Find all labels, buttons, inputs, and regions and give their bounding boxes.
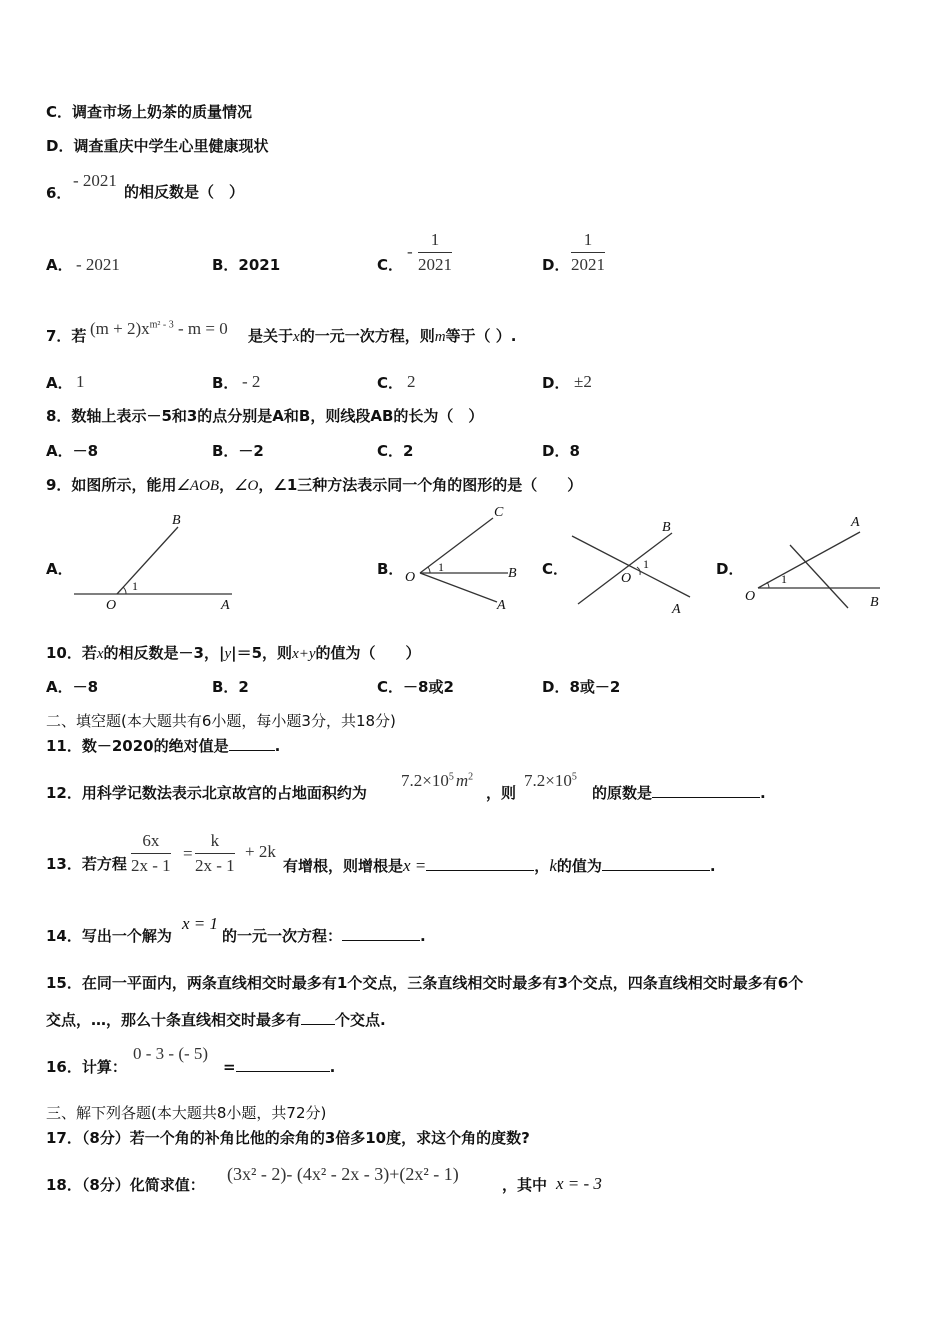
q13-x-eq: x = bbox=[403, 856, 427, 875]
q7-stem-part2: 的一元一次方程，则 bbox=[299, 327, 435, 345]
section-3-title: 三、解下列各题(本大题共8小题，共72分) bbox=[46, 1104, 327, 1122]
q16-eq: = bbox=[223, 1058, 236, 1076]
q14-answer-blank[interactable] bbox=[342, 940, 420, 941]
fig-c-label-b: B bbox=[662, 520, 671, 535]
q9-option-d: D． bbox=[716, 560, 744, 578]
q5-option-c: C．调查市场上奶茶的质量情况 bbox=[46, 103, 253, 121]
q7-option-c-label: C． bbox=[377, 374, 404, 392]
q6-option-b: B．2021 bbox=[212, 256, 281, 274]
fig-b-label-c: C bbox=[494, 505, 504, 520]
q6-expression: - 2021 bbox=[73, 171, 117, 190]
q10-option-c: C．－8或2 bbox=[377, 678, 454, 696]
q7-option-d-value: ±2 bbox=[574, 372, 592, 391]
q10-option-b: B．2 bbox=[212, 678, 249, 696]
q9-angle-aob: ∠AOB bbox=[176, 478, 220, 494]
q12-expression-2 bbox=[524, 772, 577, 789]
fig-c-label-o: O bbox=[621, 571, 632, 586]
q7-number: 7．若 bbox=[46, 327, 87, 345]
q10-option-a: A．－8 bbox=[46, 678, 99, 696]
q9-figure-b bbox=[405, 505, 517, 613]
q17-text: 17．（8分）若一个角的补角比他的余角的3倍多10度，求这个角的度数? bbox=[46, 1129, 530, 1147]
fig-a-label-b: B bbox=[172, 513, 181, 528]
q13-text3: 的值为 bbox=[556, 857, 602, 875]
q13-end: . bbox=[709, 857, 716, 875]
q7-var-m: m bbox=[434, 329, 446, 345]
q9-figure-a bbox=[74, 513, 232, 613]
q10-var-y: y bbox=[224, 646, 232, 662]
q15-line2 bbox=[46, 1013, 386, 1028]
q12-expression-1 bbox=[401, 772, 473, 789]
q7-option-b-label: B． bbox=[212, 374, 239, 392]
fig-b-label-a: A bbox=[497, 598, 506, 613]
q14-end: . bbox=[420, 927, 426, 945]
q9-figure-d bbox=[745, 515, 880, 610]
q16-expression: 0 - 3 - (- 5) bbox=[133, 1044, 209, 1063]
q13-fraction-2 bbox=[195, 831, 235, 876]
fig-c-label-a: A bbox=[672, 602, 681, 617]
q6-number: 6． bbox=[46, 184, 72, 202]
q11-answer-blank[interactable] bbox=[229, 750, 275, 751]
q6-option-d-numerator: 1 bbox=[571, 230, 605, 253]
q15-line2a: 交点，…，那么十条直线相交时最多有 bbox=[46, 1011, 302, 1029]
q6-option-c-denominator: 2021 bbox=[418, 255, 452, 274]
q10-var-x: x bbox=[96, 646, 104, 662]
q15-answer-blank[interactable] bbox=[301, 1024, 335, 1025]
q13-sep: ， bbox=[534, 857, 550, 875]
fig-d-label-o: O bbox=[745, 589, 756, 604]
q7-option-a-value: 1 bbox=[76, 372, 85, 391]
q7-option-c-value: 2 bbox=[407, 372, 416, 391]
q9-angle-o: ∠O bbox=[234, 478, 259, 494]
fig-b-label-o: O bbox=[405, 570, 416, 585]
q9-sep2: ， bbox=[258, 476, 274, 494]
q16-rest bbox=[223, 1060, 335, 1075]
section-2-title: 二、填空题(本大题共有6小题，每小题3分，共18分) bbox=[46, 712, 396, 730]
q13-equals: = bbox=[183, 844, 193, 863]
q7-stem-part1: 是关于 bbox=[248, 327, 294, 345]
q16-text: 16．计算： bbox=[46, 1058, 127, 1076]
q5-option-d: D．调查重庆中学生心里健康现状 bbox=[46, 137, 269, 155]
q13-f2-denominator: 2x - 1 bbox=[195, 856, 235, 875]
q9-stem-part2: 三种方法表示同一个角的图形的是（ ） bbox=[297, 476, 583, 494]
q13-fraction-1 bbox=[131, 831, 171, 876]
q12-expr2-base: 7.2×10 bbox=[524, 771, 572, 790]
q10-var-xy: x+y bbox=[292, 646, 316, 662]
q11-end: . bbox=[274, 737, 281, 755]
q10-stem bbox=[46, 646, 421, 662]
q6-option-c-label: C． bbox=[377, 256, 404, 274]
q13-f1-denominator: 2x - 1 bbox=[131, 856, 171, 875]
q15-line1: 15．在同一平面内，两条直线相交时最多有1个交点，三条直线相交时最多有3个交点，四条直线相交时最多有6个 bbox=[46, 974, 804, 992]
q12-unit: m bbox=[455, 771, 469, 790]
q16-end: . bbox=[329, 1058, 336, 1076]
q9-angle-1: ∠1 bbox=[273, 476, 298, 494]
q13-text1: 13．若方程 bbox=[46, 855, 127, 873]
q8-option-a: A．－8 bbox=[46, 442, 99, 460]
q12-unit-exp: 2 bbox=[468, 771, 474, 783]
q6-option-d-denominator: 2021 bbox=[571, 255, 605, 274]
q6-option-a-label: A． bbox=[46, 256, 73, 274]
q7-equation-rest: - m = 0 bbox=[173, 319, 228, 338]
q8-option-b: B．－2 bbox=[212, 442, 264, 460]
q7-option-b-value: - 2 bbox=[242, 372, 261, 391]
q15-line2b: 个交点. bbox=[335, 1011, 386, 1029]
q12-expr2-exp: 5 bbox=[571, 771, 577, 783]
q9-option-a: A． bbox=[46, 560, 73, 578]
q7-equation-exponent: m² - 3 bbox=[149, 319, 174, 331]
q6-option-c-sign: - bbox=[407, 242, 413, 261]
q11-text: 11．数－2020的绝对值是 bbox=[46, 737, 229, 755]
q14-text2: 的一元一次方程： bbox=[222, 927, 343, 945]
fig-a-label-1: 1 bbox=[132, 579, 138, 593]
q18-text2: ，其中 bbox=[502, 1176, 548, 1194]
fig-d-label-b: B bbox=[870, 595, 879, 610]
q7-option-a-label: A． bbox=[46, 374, 73, 392]
q8-option-d: D．8 bbox=[542, 442, 580, 460]
q9-figure-c bbox=[572, 520, 690, 617]
q6-option-c-numerator: 1 bbox=[418, 230, 452, 253]
q10-stem-part2: 的相反数是－3，| bbox=[103, 644, 225, 662]
q12-text2: ，则 bbox=[486, 784, 517, 802]
q7-equation-base: (m + 2)x bbox=[90, 319, 150, 338]
q10-stem-part1: 10．若 bbox=[46, 644, 97, 662]
q13-k: k bbox=[549, 856, 557, 875]
q11-stem bbox=[46, 739, 280, 754]
q18-expression: (3x² - 2)- (4x² - 2x - 3)+(2x² - 1) bbox=[227, 1164, 459, 1184]
q18-text1: 18．（8分）化简求值： bbox=[46, 1176, 205, 1194]
q9-sep1: ， bbox=[219, 476, 235, 494]
fig-d-label-1: 1 bbox=[781, 572, 787, 586]
q13-text2: 有增根，则增根是 bbox=[283, 857, 404, 875]
q14-rest bbox=[222, 929, 426, 944]
q13-plus-2k: + 2k bbox=[245, 842, 276, 861]
q13-rest bbox=[283, 857, 716, 874]
fig-a-label-o: O bbox=[106, 598, 117, 613]
fig-b-label-b: B bbox=[508, 566, 517, 581]
q14-text1: 14．写出一个解为 bbox=[46, 927, 172, 945]
q9-stem-part1: 9．如图所示，能用 bbox=[46, 476, 177, 494]
q13-blank-1[interactable] bbox=[426, 870, 534, 871]
q7-option-d-label: D． bbox=[542, 374, 570, 392]
fig-d-label-a: A bbox=[851, 515, 860, 530]
q12-answer-blank[interactable] bbox=[652, 797, 760, 798]
q18-condition: x = - 3 bbox=[556, 1174, 602, 1193]
q10-option-d: D．8或－2 bbox=[542, 678, 621, 696]
q12-expr1-base: 7.2×10 bbox=[401, 771, 449, 790]
q14-expression: x = 1 bbox=[182, 914, 219, 933]
q8-option-c: C．2 bbox=[377, 442, 414, 460]
q7-stem-part3: 等于（ ）. bbox=[445, 327, 517, 345]
q6-option-d-label: D． bbox=[542, 256, 570, 274]
q9-option-b: B． bbox=[377, 560, 404, 578]
q12-end: . bbox=[760, 784, 766, 802]
q12-text1: 12．用科学记数法表示北京故宫的占地面积约为 bbox=[46, 784, 367, 802]
q10-stem-part3: |＝5，则 bbox=[231, 644, 293, 662]
q6-stem: 的相反数是（ ） bbox=[124, 183, 245, 201]
fig-a-label-a: A bbox=[221, 598, 230, 613]
q13-f2-numerator: k bbox=[195, 831, 235, 854]
fig-c-label-1: 1 bbox=[643, 557, 649, 571]
q9-option-c: C． bbox=[542, 560, 569, 578]
q12-text3: 的原数是 bbox=[592, 784, 653, 802]
q12-expr1-exp: 5 bbox=[448, 771, 454, 783]
q10-stem-part4: 的值为（ ） bbox=[315, 644, 421, 662]
q16-answer-blank[interactable] bbox=[236, 1071, 330, 1072]
fig-b-label-1: 1 bbox=[438, 560, 444, 574]
q12-text3-line bbox=[592, 786, 766, 801]
q8-stem: 8．数轴上表示－5和3的点分别是A和B，则线段AB的长为（ ） bbox=[46, 407, 484, 425]
q13-f1-numerator: 6x bbox=[131, 831, 171, 854]
q6-option-a-value: - 2021 bbox=[76, 255, 120, 274]
q7-var-x: x bbox=[293, 329, 300, 345]
q13-blank-2[interactable] bbox=[602, 870, 710, 871]
